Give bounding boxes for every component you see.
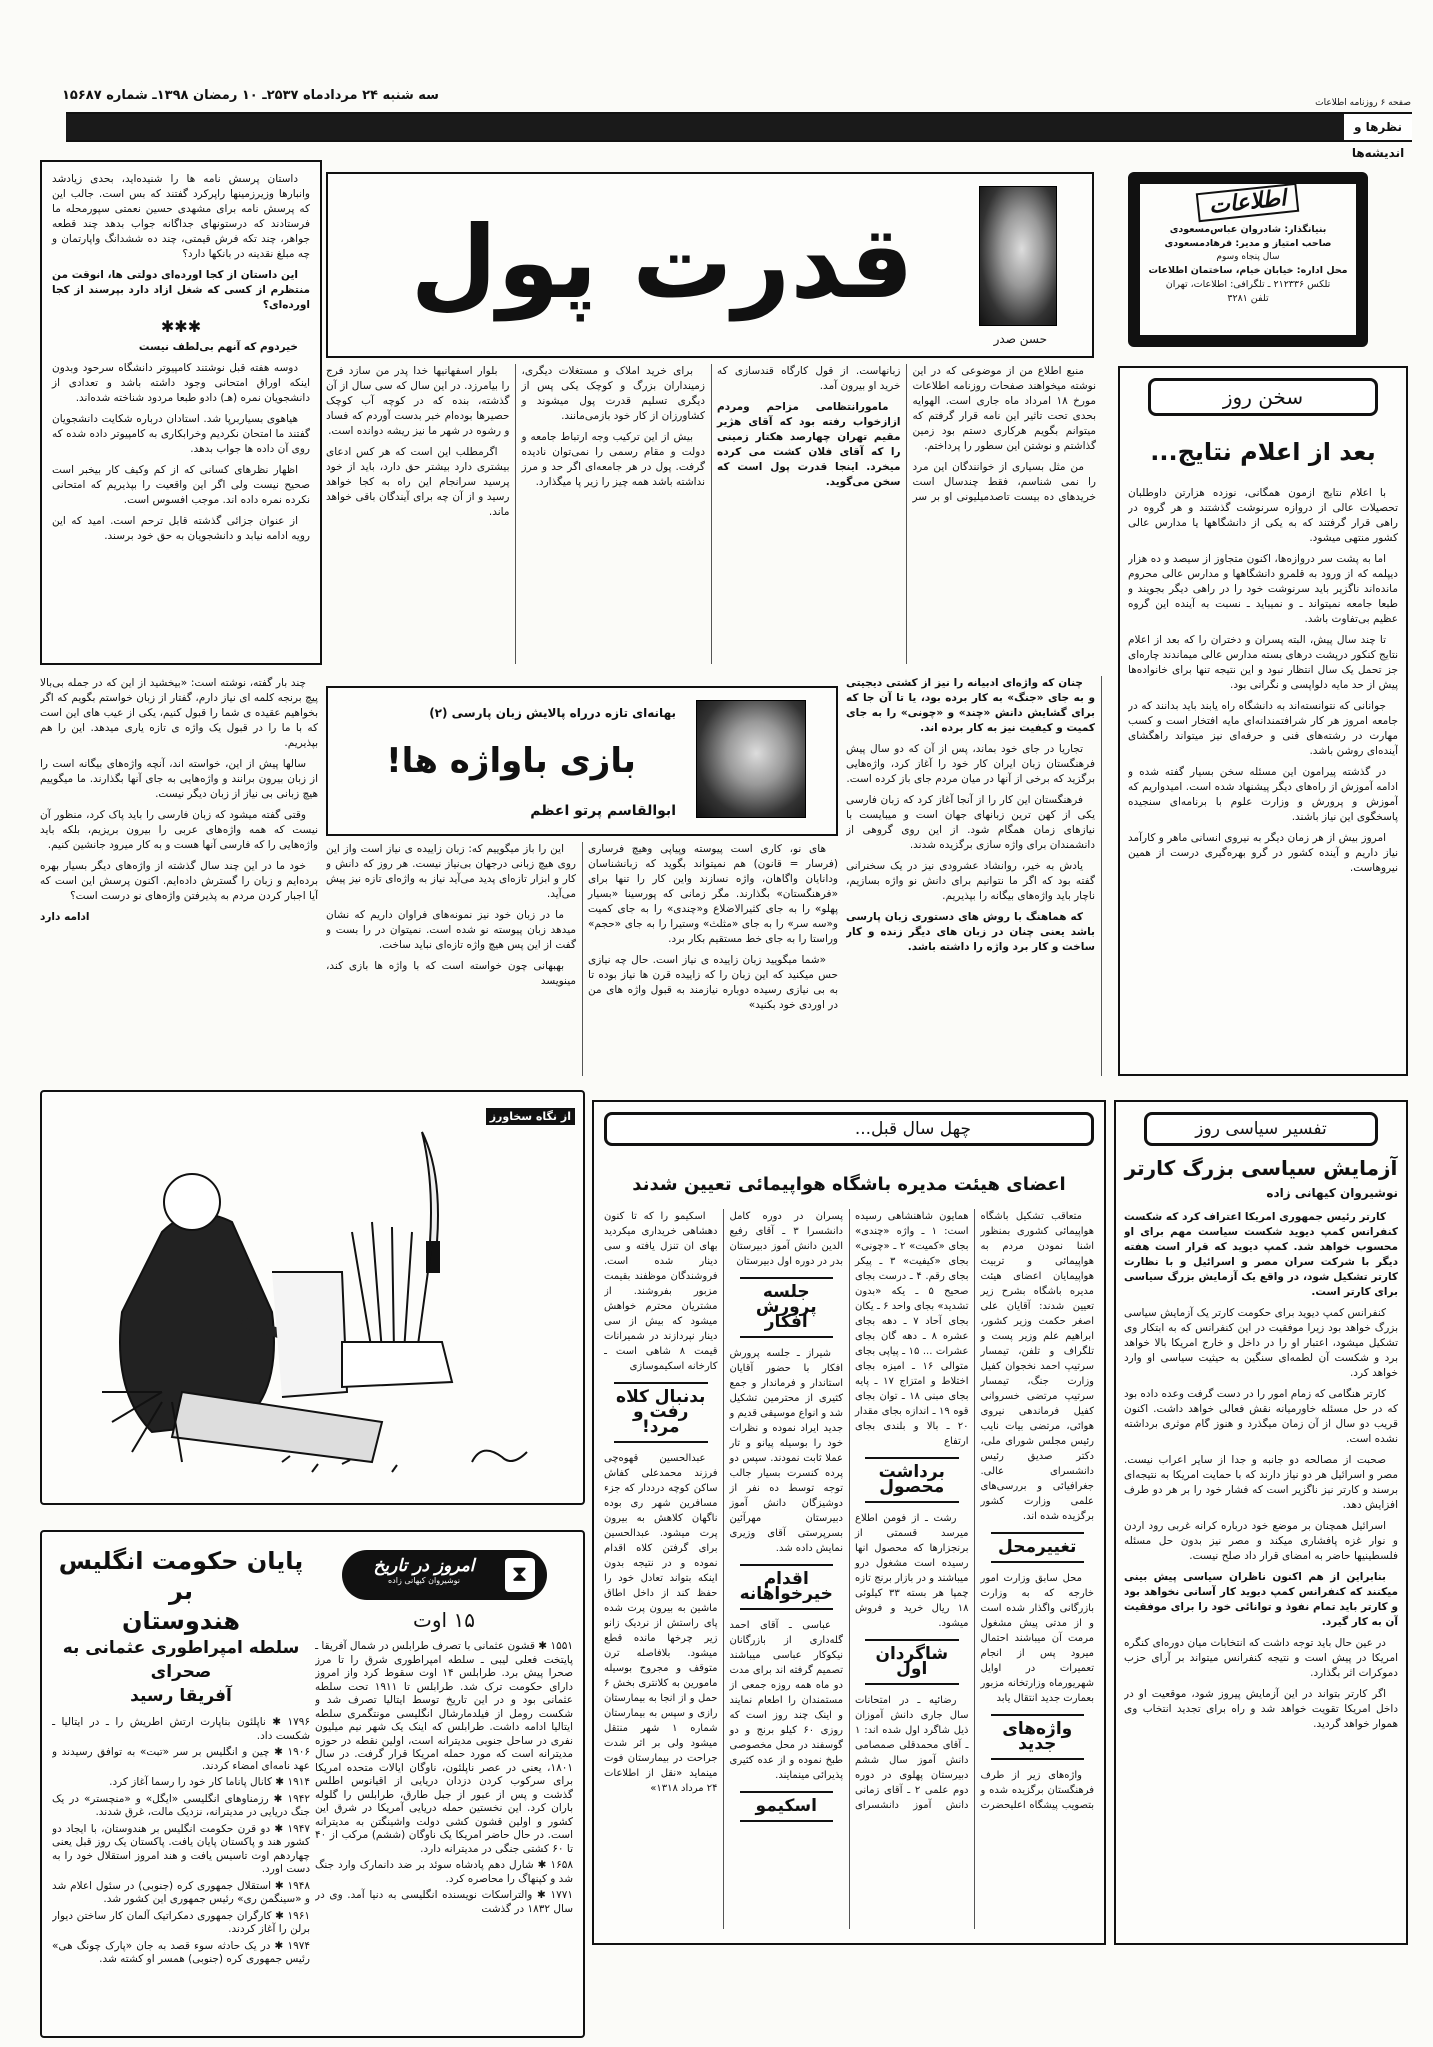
paragraph: برای خرید املاک و مستغلات دیگری، زمینداران بزرگ و کوچک یکی پس از دیگری تسلیم قدرت پول میشوند و کشاورزان از کار خود بازمی‌مانند. (521, 365, 705, 422)
paragraph: سالها پیش از این، خواسته اند، آنچه واژه‌های بیگانه است را از زبان بیرون برانند و واژه‌هایی به جای آنها بگذارند. ما میگوییم هیچ زبانی بی نیاز از زبان دیگر نیست. (40, 758, 318, 800)
history-badge (342, 1550, 547, 1600)
history-headline (52, 1546, 310, 1708)
paragraph: تجاریا در جای خود بماند، پس از آن که دو سال پیش فرهنگستان زبان ایران کار خود را آغاز کرد، واژه‌هایی برگزید که برخی از آنها در میان مردم جای باز کرده است. (846, 743, 1095, 785)
editorial-kicker: سخن روز (1148, 378, 1378, 416)
article2-author: ابوالقاسم پرتو اعظم (530, 803, 676, 819)
masthead-line: سال پنجاه وسوم (1216, 252, 1280, 262)
page-date-line: سه شنبه ۲۴ مردادماه ۲۵۳۷ـ ۱۰ رمضان ۱۳۹۸ـ شماره ۱۵۶۸۷ (62, 88, 439, 103)
subheading: اقدام خیرخواهانه (740, 1564, 834, 1610)
paragraph: مامورانتظامی مزاحم ومردم ازازخواب رفته بود که آقای هژیر مقیم تهران چهارصد هکتار زمینی را که آقای فلان کشت می کرده میخرد. اینجا قدرت پول است که سخن می‌گوید. (717, 401, 901, 488)
history-item: ۱۶۵۸ ✱ شارل دهم پادشاه سوئد بر ضد دانمارک وارد جنگ شد و کپنهاگ را محاصره کرد. (315, 1859, 573, 1885)
subheading: برداشت محصول (865, 1457, 959, 1503)
paragraph: کارتر رئیس جمهوری امریکا اعتراف کرد که شکست کنفرانس کمپ دیوید شکست سیاست مهم برای او محسوب خواهد شد. کمپ دیوید که قرار است هفته دیگر با شرکت سران مصر و اسرائیل و با نظارت کارتر تشکیل شود، در واقع یک آزمایش بزرگ سیاسی برای کارتر است. (1124, 1211, 1398, 1298)
paragraph: عباسی ـ آقای احمد گله‌داری از بازرگانان نیکوکار عباسی میباشند تصمیم گرفته اند برای مدت دو ماه همه روزه جمعی از مستمندان را اطعام نمایند و اینک چند روز است که روزی ۶۰ کیلو برنج و دو گوسفند در محل مخصوصی طبخ نموده و از عده کثیری پذیرائی مینمایند. (729, 1620, 843, 1781)
paragraph: اگر کارتر بتواند در این آزمایش پیروز شود، موقعیت او در داخل امریکا تقویت خواهد شد و راه برای تجدید انتخاب وی هموار خواهد گردید. (1124, 1688, 1398, 1730)
paragraph: دوسه هفته قبل نوشتند کامپیوتر دانشگاه سرحود وبدون اینکه اوراق امتحانی وجود داشته باشد و تعدادی از دانشجویان نمره (هـ) دادو طبعا مردود شناخته شده‌اند. (52, 362, 310, 404)
paragraph: اظهار نظرهای کسانی که از کم وکیف کار بیخبر است صحیح نیست ولی اگر این واقعیت را بپذیریم که امتحانی نکرده نمره داده اند. موجب افسوس است. (52, 464, 310, 506)
paragraph: محل سابق وزارت امور خارجه که به وزارت بازرگانی واگذار شده است و از مدتی پیش مشغول مرمت آن میباشند احتمال میرود پس از انجام تعمیرات در اوایل شهریورماه وزارتخانه مزبور بعمارت جدید انتقال یابد (980, 1573, 1094, 1704)
paragraph: رشت ـ از فومن اطلاع میرسد قسمتی از برنجزارها که محصول انها رسیده است مشغول درو میباشند و در بازار برنج تازه چمپا هر بسته ۳۳ کیلوئی ۱۸ ریال خرید و فروش میشود. (855, 1513, 969, 1629)
history-left-side (52, 1546, 310, 2030)
article1-body (326, 364, 1096, 664)
masthead-line: بنیانگذار: شادروان عباس‌مسعودی (1169, 224, 1327, 235)
article2-kicker: بهانه‌ای تازه درراه پالایش زبان پارسی (۲) (429, 706, 676, 720)
paragraph: کنفرانس کمپ دیوید برای حکومت کارتر یک آزمایش سیاسی بزرگ خواهد بود زیرا موفقیت در این کنفرانس که به ابتکار وی تشکیل میشود، اعتبار او را در داخل و خارج امریکا بالا خواهد برد و شکست آن لطمه‌ای سنگین به حیثیت سیاسی او وارد خواهد کرد. (1124, 1307, 1398, 1379)
history-left-column (52, 1716, 310, 1967)
article1-title: قدرت پول (410, 204, 914, 321)
asterisk-separator: ✱✱✱ (160, 317, 202, 336)
history-item: ۱۹۴۷ ✱ دو قرن حکومت انگلیس بر هندوستان، با ایجاد دو کشور هند و پاکستان پایان یافت. پاکستان یک روز قبل یعنی چهاردهم اوت تاسیس یافت و هند امروز استقلال خود را به دست اورد. (52, 1822, 310, 1875)
paragraph: هیاهوی بسیاربرپا شد. استادان درباره شکایت دانشجویان گفتند ما امتحان نکردیم وخرابکاری به کامپیوتر داده شده که روی آن داده ها جواب بدهد. (52, 413, 310, 455)
author-photo (696, 700, 806, 818)
paragraph: داستان پرسش نامه ها را شنیده‌اید، بحدی زیادشد وانبارها وزیرزمینها راپرکرد گفتند که بس است. جالب این که پرسش نامه برای مشهدی حسین نعمتی سپورمحله ما فرستادند که درستونهای جداگانه جواب بدهد چند قطعه جواهر، چند تکه فرش قیمتی، چند ده ششدانگ واپارتمان و چه مبلغ نقدینه در بانکها دارد؟ (52, 173, 310, 260)
paragraph: کارتر هنگامی که زمام امور را در دست گرفت وعده داده بود که در حل مسئله خاورمیانه نقش فعالی خواهد داشت. اکنون قریب دو سال از آن زمان میگذرد و هنوز گام موثری برداشته نشده است. (1124, 1388, 1398, 1445)
paragraph: واژه‌های زیر از طرف فرهنگستان برگزیده شده و بتصویب پیشگاه اعلیحضرت همایون شاهنشاهی رسیده است: ۱ ـ واژه «چندی» بجای «کمیت» ۲ ـ «چونی» بجای «کیفیت» ۳ ـ پیکر بجای رقم. ۴ ـ درست بجای صحیح ۵ ـ یکه «بدون تشدید» بجای واحد ۶ ـ یکان بجای آحاد ۷ ـ دهه بجای عشره ۸ ـ دهه گان بجای عشرات ... ۱۵ ـ پیاپی بجای متوالی ۱۶ ـ امیزه بجای اختلاط و امتزاج ۱۷ ـ پایه بجای مبنی ۱۸ ـ توان بجای قوه ۱۹ ـ اندازه بجای مقدار ۲۰ ـ بالا و بلندی بجای ارتفاع (855, 1211, 1094, 1811)
paragraph: عبدالحسین قهوه‌چی فرزند محمدعلی کفاش ساکن کوچه درددار که جزء مسافرین شهر ری بوده ناگهان کلاهش به بیرون پرت میشود. عبدالحسین برای گرفتن کلاه اقدام نموده و در نتیجه بدون اینکه بتواند تعادل خود را حفظ کند از داخل اطاق ماشین به بیرون پرت شده پای راستش از نردیک زانو زیر چرخها مانده قطع میشود. بلافاصله ترن متوقف و مجروح بوسیله مامورین به کلانتری بخش ۶ حمل و از انجا به بیمارستان رازی و سپس به بیمارستان شماره ۱ شهر منتقل میشود ولی بر اثر شدت جراحت در بیمارستان فوت مینماید «نقل از اطلاعات ۲۴ مرداد ۱۳۱۸» (604, 1453, 718, 1794)
paragraph: اسرائیل همچنان بر موضع خود درباره کرانه غربی رود اردن و نوار غزه پافشاری میکند و مصر نیز بدون حل مسئله فلسطینیها حاضر به امضای قرار داد صلح نیست. (1124, 1520, 1398, 1562)
analysis-kicker: تفسیر سیاسی روز (1144, 1112, 1378, 1146)
headline-line: سلطه امپراطوری عثمانی به صحرای (62, 1638, 300, 1682)
subheading: شاگردان اول (865, 1639, 959, 1685)
article2-left-column (40, 676, 318, 1076)
paragraph: «شما میگویید زبان زاییده ی نیاز است. حال چه نیازی حس میکنید که این زبان را که زاییده قرن ها نیاز بوده تا به بی نیازی رسیده دوباره نیازمند به قبول واژه های من در اوردی خود بکنید» (588, 954, 838, 1011)
headline-line: هندوستان (121, 1607, 241, 1635)
continued-note: ادامه دارد (40, 911, 90, 923)
masthead-line: تلکس ۲۱۲۳۳۶ ـ تلگرافی: اطلاعات، تهران (1165, 279, 1331, 290)
forty-years-body (604, 1209, 1094, 1929)
paragraph: اگرمطلب این است که هر کس ادعای بیشتری دارد بیشتر حق دارد، باید از خود پرسید سرانجام این راه به کجا خواهد رسید و از آن چه برای آیندگان باقی خواهد ماند. (326, 446, 510, 518)
paragraph: من مثل بسیاری از خوانندگان این مرد را نمی شناسم، فقط چندسال است خریدهای ده بیست تاصدمیلیونی او بر سر زبانهاست. از قول کارگاه قندسازی که خرید او بیرون آمد. (717, 365, 1096, 503)
analysis-author: نوشیروان کیهانی زاده (1266, 1186, 1398, 1200)
badge-subtitle: نوشیروان کیهانی زاده (387, 1576, 461, 1585)
cartoon-label: از نگاه سخاورز (486, 1108, 575, 1125)
forty-years-kicker: چهل سال قبل... (604, 1112, 1094, 1146)
history-right-column (315, 1640, 573, 1916)
author-photo (979, 186, 1057, 326)
paragraph: اما به پشت سر دروازه‌ها، اکنون متجاوز از سیصد و ده هزار دیپلمه که از ورود به قلمرو دانشگاهها و مدارس عالی محروم مانده‌اند ناگزیر باید سرنوشت خود را در راهی دیگر بجویند و طبعا جامعه نمیتواند ـ و نمیباید ـ نسبت به آینده این گروه عظیم بی‌تفاوت باشد. (1128, 553, 1398, 625)
paragraph: تا چند سال پیش، البته پسران و دختران را که بعد از اعلام نتایج کنکور درپشت درهای بسته مدارس عالی میماندند چاره‌ای جز تحمل یک سال انتظار نبود و این نتیجه تنها برای خانواده‌ها پیش از حد مایه دلواپسی و نگرانی بود. (1128, 634, 1398, 691)
history-item: ۱۹۰۶ ✱ چین و انگلیس بر سر «تبت» به توافق رسیدند و عهد نامه‌ای امضاء کردند. (52, 1746, 310, 1772)
paragraph: از عنوان جزائی گذشته قابل ترحم است. امید که این رویه ادامه نیابد و دانشجویان به حق خود برسند. (52, 515, 310, 542)
paragraph: خیردوم که آنهم بی‌لطف نیست (138, 341, 298, 353)
paragraph: در گذشته پیرامون این مسئله سخن بسیار گفته شده و ادامه آموزش از راه‌های دیگر پیشنهاد شده است. امیدواریم که آموزش و پرورش و وزارت علوم با برنامه‌ای سنجیده پاسخگوی این نیاز باشند. (1128, 766, 1398, 823)
analysis-title: آزمایش سیاسی بزرگ کارتر (1124, 1156, 1398, 1180)
subheading: اسکیمو (740, 1791, 834, 1822)
paragraph: خود ما در این چند سال گذشته از واژه‌های دیگر بسیار بهره برده‌ایم و زبان را گسترش داده‌ایم. اکنون پرسش این است که آیا اجبار کردن مردم به پذیرفتن واژه‌های نو درست است؟ (40, 860, 318, 902)
history-date: ۱۵ اوت (413, 1608, 475, 1632)
subheading: واژه‌های جدید (991, 1714, 1085, 1760)
paragraph: این داستان از کجا اورده‌ای دولتی ها، انوقت من منتظرم از کسی که شغل ازاد دارد بپرسند از کجا اورده‌ای؟ (52, 269, 310, 311)
paragraph: منبع اطلاع من از موضوعی که در این نوشته میخواهند صفحات روزنامه اطلاعات مورخ ۱۸ امرداد ماه جاری است. الهوایه بحدی تحت تاثیر این نامه قرار گرفتم که میتوانم بگویم هرکاری دستم بود زمین گذاشتم و نوشتن این سطور را پرداختم. (912, 365, 1096, 452)
paragraph: با اعلام نتایج ازمون همگانی، نوزده هزارتن داوطلبان تحصیلات عالی از دروازه سرنوشت گذشتند و هر گروه در راهی قرار گرفتند که به یکی از دانشگاهها یا مدارس عالی کشور منتهی میشود. (1128, 487, 1398, 544)
paragraph: چند بار گفته، نوشته است: «بیخشید از این که در جمله بی‌بالا پیچ برنجه کلمه ای نیاز دارم، گفتار از زبان خواستم بگویم که اگر بخواهیم عقیده ی شما را قبول کنیم، یکی از عیب های این است که با ما را در قبول یک واژه ی تازه یاری میدهد. این را هم بپذیریم. (40, 677, 318, 749)
forty-years-box (592, 1100, 1106, 1945)
paragraph: امروز بیش از هر زمان دیگر به نیروی انسانی ماهر و کارآمد نیاز داریم و آینده کشور در گرو بهره‌گیری درست از همین نیروهاست. (1128, 832, 1398, 874)
editorial-box (1118, 366, 1408, 1076)
article2-right-column (846, 676, 1102, 1076)
section-title: نظرها و اندیشه‌ها (1344, 114, 1412, 140)
history-item: ۱۵۵۱ ✱ قشون عثمانی با تصرف طرابلس در شمال آفریقا ـ پایتخت فعلی لیبی ـ سلطه امپراطوری شرق را تا مرز صحرا پیش برد. طرابلس ۱۴ اوت سقوط کرد واز امروز دارای حکومت ترک شد. طرابلس تا ۱۹۱۱ تحت سلطه عثمانی بود و در این تاریخ توسط ایتالیا تصرف شد و شکست رومل از فیلدمارشال انگلیسی مونتگمری سلطه ایتالیا ادامه داشت. طرابلس که اینک یک شهر نیم میلیون نفری در ساحل جنوبی مدیترانه است، اولین نقطه در حوزه مدیترانه است که مورد حمله امریکا قرار گرفت. در سال ۱۸۰۱، یعنی در عصر ناپلئون، ناوگان ایالات متحده امریکا برای سرکوب کردن دزدان دریایی از اقیانوس اطلس گذشت و پس از عبور از جبل طارق، طرابلس را گلوله باران کرد. این نخستین حمله دریایی آمریکا در شرق این کشور و اولین قشون کشی دولت واشینگتن به مدیترانه است. در حال حاضر امریکا یک ناوگان (ششم) مرکب از ۴۰ تا ۶۰ کشتی جنگی در مدیترانه دارد. (315, 1640, 573, 1855)
paragraph: شیراز ـ جلسه پرورش افکار با حضور آقایان استاندار و فرماندار و جمع کثیری از محترمین تشکیل شد و انواع موسیقی قدیم و جدید ایراد نموده و نظرات خود را بوسیله پیانو و تار عملا ثابت نمودند. سپس دو پرده کنسرت بسیار جالب توجه توسط ده نفر از دوشیزگان دانش آموز دبیرستان مهرآئین بسرپرستی آقای وزیری نمایش داده شد. (729, 1348, 843, 1554)
paragraph: ما در زبان خود نیز نمونه‌های فراوان داریم که نشان میدهد زبان پیوسته نو شده است. نمیتوان در را بست و گفت از این پس هیچ واژه تازه‌ای نباید ساخت. (326, 909, 576, 951)
history-item: ۱۷۹۶ ✱ ناپلئون بناپارت ارتش اطریش را ـ در ایتالیا ـ شکست داد. (52, 1716, 310, 1742)
history-item: ۱۹۴۲ ✱ رزمناوهای انگلیسی «ایگل» و «منچستر» در یک جنگ دریایی در مدیترانه، نزدیک مالت، غرق شدند. (52, 1792, 310, 1818)
subheading: جلسه پرورش افکار (740, 1277, 834, 1338)
paragraph: فرهنگستان این کار را از آنجا آغاز کرد که زبان فارسی یکی از کهن ترین زبانهای جهان است و میبایست با نیازهای زمان همگام شود. از این روی گروهی از دانشمندان برای واژه سازی برگزیده شدند. (846, 794, 1095, 851)
subheading: بدنبال کلاه رفت و مرد! (614, 1382, 708, 1443)
article1-header (326, 172, 1094, 358)
history-item: ۱۷۷۱ ✱ والتراسکات نویسنده انگلیسی به دنیا آمد. وی در سال ۱۸۳۲ در گذشت (315, 1889, 573, 1915)
newspaper-logo: اطلاعات (1196, 183, 1300, 222)
masthead-line: محل اداره: خیابان خیام، ساختمان اطلاعات (1148, 265, 1348, 276)
analysis-body (1124, 1210, 1398, 1930)
masthead-line: صاحب امتیاز و مدیر: فرهادمسعودی (1164, 238, 1332, 249)
editorial-title: بعد از اعلام نتایج... (1150, 438, 1376, 466)
paragraph: یادش به خیر، روانشاد عشرودی نیز در یک سخنرانی گفته بود که اگر ما نتوانیم برای دانش نو واژه بسازیم، ناچار باید واژه‌های بیگانه را بپذیریم. (846, 860, 1095, 902)
paragraph: اسکیمو را که تا کنون دهشاهی خریداری میکردید بهای ان تنزل یافته و سی دینار شده است. فروشندگان موظفند بقیمت مزبور بفروشند. از مشتریان محترم خواهش میشود که بیش از سی دینار نپردازند در شمیرانات قیمت ۸ شاهی است ـ کارخانه اسکیموسازی (604, 1211, 718, 1372)
article2-title: بازی باواژه ها! (386, 741, 636, 781)
headline-line: پایان حکومت انگلیس بر (58, 1547, 304, 1605)
masthead (1128, 172, 1368, 347)
section-banner (66, 112, 1412, 160)
paragraph: این را باز میگوییم که: زبان زاییده ی نیاز است واز این روی هیچ زبانی درجهان بی‌نیاز نیست. هر روز که دانش و کار و ابزار تازه‌ای پدید می‌آید نیاز به واژه‌ای تازه نیز پیش می‌آید. (326, 843, 576, 900)
editorial-body (1128, 486, 1398, 1076)
headline-line: آفریقا رسید (130, 1686, 232, 1706)
analysis-box (1114, 1100, 1408, 1945)
paragraph: بنابراین از هم اکنون ناظران سیاسی پیش بینی میکنند که کنفرانس کمپ دیوید کار آسانی نخواهد بود و کارتر باید تمام نفوذ و توانائی خود را برای موفقیت آن به کار گیرد. (1124, 1571, 1398, 1628)
paragraph: بلوار اسفهانیها خدا پدر من سازد فرج را بیامرزد. در این سال که سی سال از آن گذشته، بنده که در کوچه آب کوچک حصیرها بوده‌ام خبر بدست آوردم که فساد و رشوه در شهر ما نیز ریشه دوانده است. (326, 365, 510, 437)
history-right-side (315, 1550, 573, 2030)
paragraph: در عین حال باید توجه داشت که انتخابات میان دوره‌ای کنگره امریکا در پیش است و نتیجه کنفرانس میتواند بر آرای حزب دموکرات اثر بگذارد. (1124, 1637, 1398, 1679)
forty-years-headline: اعضای هیئت مدیره باشگاه هواپیمائی تعیین شدند (632, 1174, 1066, 1195)
history-item: ۱۹۱۴ ✱ کانال پاناما کار خود را رسما آغاز کرد. (109, 1776, 310, 1788)
article1-side-column (40, 160, 322, 665)
badge-title: امروز در تاریخ (373, 1556, 475, 1576)
masthead-line: تلفن ۳۲۸۱ (1227, 293, 1269, 304)
paragraph: رضائیه ـ در امتحانات سال جاری دانش آموزان ذیل شاگرد اول شده اند: ۱ ـ آقای محمدقلی صمصامی دانش آموز سال ششم دبیرستان پهلوی در دوره دوم علمی ۲ ـ آقای زمانی دانش آموز دانشسرای پسران در دوره کامل دانشسرا ۳ ـ آقای رفیع الدین دانش آموز دبیرستان بدر در دوره اول دبیرستان (729, 1211, 969, 1811)
paragraph: که هماهنگ با روش های دستوری زبان پارسی باشد یعنی چنان در زبان های دیگر زنده و کار ساخت و کار برد واژه را داشته باشد. (846, 911, 1095, 953)
paragraph: صحبت از مصالحه دو جانبه و جدا از سایر اعراب نیست. مصر و اسرائیل هر دو نیاز دارند که با حمایت امریکا به نتیجه‌ای برسند و کارتر نیز ناگزیر است که فشار خود را بر هر دو طرف افزایش دهد. (1124, 1454, 1398, 1511)
page-label: صفحه ۶ روزنامه اطلاعات (1315, 98, 1411, 108)
paragraph: وقتی گفته میشود که زبان فارسی را باید پاک کرد، منظور آن نیست که همه واژه‌های عربی را بیرون بریزیم، بلکه باید واژه‌هایی را که فارسی آنها هست و به کار میرود جانشین کنیم. (40, 809, 318, 851)
cartoon-box (40, 1090, 585, 1505)
paragraph: متعاقب تشکیل باشگاه هواپیمائی کشوری بمنظور اشنا نمودن مردم به هواپیمائی و تربیت هواپیمایان اعضای هیئت مدیره باشگاه بشرح زیر تعیین شدند: آقایان علی اصغر حکمت وزیر کشور، ابراهیم علم وزیر پست و تلگراف و تلفن، تیمسار سرتیپ احمد نخجوان کفیل وزارت جنگ، تیمسار سرتیپ مرتضی خسروانی کفیل فرماندهی نیروی هوائی، مرتضی بیات نایب رئیس مجلس شورای ملی، دکتر صدیق رئیس دانشسرای عالی. جغرافیائی و بررسی‌های علمی وزارت کشور برگزیده شده اند. (980, 1211, 1094, 1522)
paragraph: چنان که واژه‌ای ادبیانه را نیز از کشتی دیجیتی و به جای «جنگ» به کار برده بود، یا تا آن جا که برای گشایش دانش «چند» و «چونی» را به جای کمیت و کیفیت نیز به کار برده اند. (846, 677, 1095, 734)
paragraph: های نو، کاری است پیوسته وپیاپی وهیچ فرساری (فرسار = قانون) هم نمیتواند بگوید که زبانشناسان ودانایان واگاهان، واژه نسازند واین کار را تنها برای «فرهنگستان» بگذارند. مگر زمانی که پورسینا «بسیار پهلو» را به جای کثیرالاضلاع و«چندی» را به جای کمیت و«سه سر» را به جای «مثلث» وستیرا را به جای «حجم» وراستا را به جای خط مستقیم بکار برد. (588, 843, 838, 945)
history-box (40, 1530, 585, 2038)
article2-body (326, 842, 838, 1076)
author-name: حسن صدر (993, 332, 1047, 346)
cartoon-illustration (42, 1092, 587, 1507)
article2-header (326, 686, 838, 836)
paragraph: بیش از این ترکیب وجه ارتباط جامعه و دولت و مقام رسمی را نمی‌توان نادیده گرفت. پول در هر جامعه‌ای اگر حد و مرز نداشته باشد همه چیز را زیر پا میگذارد. (521, 431, 705, 488)
paragraph: بهبهانی چون خواسته است که با واژه ها بازی کند، مینویسد (326, 960, 576, 987)
subheading: تغییرمحل (991, 1532, 1085, 1563)
paragraph: جوانانی که نتوانسته‌اند به دانشگاه راه یابند باید بدانند که در جامعه امروز هر کار شرافتمندانه‌ای مایه افتخار است و کسب مهارت در رشته‌های فنی و حرفه‌ای نیز میتواند راهگشای آینده‌ای روشن باشد. (1128, 700, 1398, 757)
hourglass-icon: ⧗ (505, 1558, 535, 1592)
history-item: ۱۹۷۴ ✱ در یک حادثه سوء قصد به جان «پارک چونگ هی» رئیس جمهوری کره (جنوبی) همسر او کشته شد. (52, 1939, 310, 1965)
history-item: ۱۹۶۱ ✱ کارگران جمهوری دمکراتیک آلمان کار ساختن دیوار برلن را آغاز کردند. (52, 1909, 310, 1935)
history-item: ۱۹۴۸ ✱ استقلال جمهوری کره (جنوبی) در سئول اعلام شد و «سینگمن ری» رئیس جمهوری این کشور شد. (52, 1879, 310, 1905)
